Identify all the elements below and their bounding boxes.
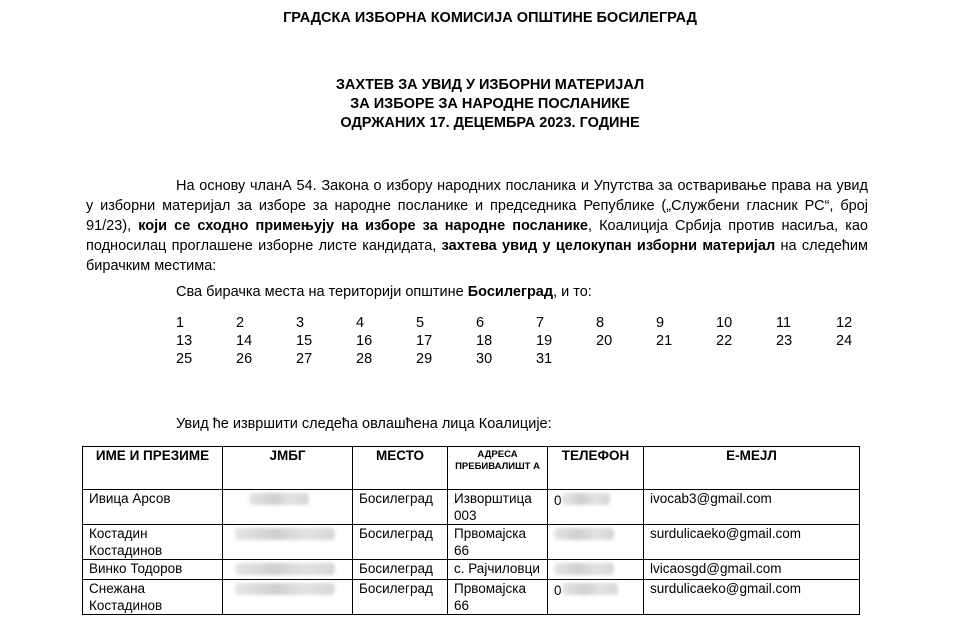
polling-station-number: 22 [716,333,733,349]
polling-station-number: 26 [236,351,253,367]
cell-name: Ивица Арсов [83,490,223,525]
redaction-blur [235,563,335,575]
polling-station-number: 13 [176,333,193,349]
cell-address: с. Рајчиловци [448,560,548,580]
polling-station-number: 15 [296,333,313,349]
polling-station-number: 28 [356,351,373,367]
paragraph-text-1: На основу чланА 54. Закона о избору народних посланика и Упутства за остваривање права на увид у изборни материјал за изборе за народне посланике и председника Републике („Службени гласник РС“, број 91/23), [86,178,868,234]
phone-visible-part: 0 [554,583,562,598]
polling-station-number: 11 [776,315,792,331]
cell-place: Босилеград [353,560,448,580]
polling-station-number: 25 [176,351,193,367]
header-place: МЕСТО [353,447,448,490]
title-line-3: ОДРЖАНИХ 17. ДЕЦЕМБРА 2023. ГОДИНЕ [340,115,640,131]
cell-place: Босилеград [353,525,448,560]
table-row [83,525,860,560]
polling-station-number: 23 [776,333,793,349]
polling-station-number: 24 [836,333,853,349]
cell-place: Босилеград [353,490,448,525]
header-name: ИМЕ И ПРЕЗИМЕ [83,447,223,490]
table-header-row [83,447,860,490]
request-paragraph [86,176,868,276]
all-places-prefix: Сва бирачка места на територији општине [176,284,468,300]
polling-station-number: 16 [356,333,373,349]
polling-station-number: 31 [536,351,553,367]
paragraph-text-2: , Коалиција Србија против насиља, као подносилац проглашене изборне листе кандидата, [86,218,868,254]
document-title [0,76,980,133]
cell-jmbg-redacted [223,580,353,615]
paragraph-bold-2: захтева увид у целокупан изборни материјал [441,238,776,254]
table-row [83,580,860,615]
redaction-blur [562,493,610,505]
polling-station-number: 4 [356,315,365,331]
polling-station-number: 6 [476,315,485,331]
polling-station-number: 8 [596,315,605,331]
header-email: Е-МЕЈЛ [644,447,860,490]
polling-station-number: 29 [416,351,433,367]
header-phone: ТЕЛЕФОН [548,447,644,490]
polling-station-number: 19 [536,333,553,349]
title-line-2: ЗА ИЗБОРЕ ЗА НАРОДНЕ ПОСЛАНИКЕ [350,96,630,112]
inspection-sentence: Увид ће извршити следећа овлашћена лица Коалиције: [176,416,552,432]
cell-address: Првомајска 66 [448,525,548,560]
cell-address: Изворштица 003 [448,490,548,525]
polling-station-number: 17 [416,333,433,349]
cell-phone-redacted [548,580,644,615]
redaction-blur [562,583,618,595]
redaction-blur [554,563,614,575]
paragraph-bold-1: који се сходно примењују на изборе за народне посланике [138,218,588,234]
polling-station-number: 30 [476,351,493,367]
cell-phone-redacted [548,490,644,525]
cell-jmbg-redacted [223,490,353,525]
cell-name: Винко Тодоров [83,560,223,580]
polling-station-number: 3 [296,315,305,331]
title-line-1: ЗАХТЕВ ЗА УВИД У ИЗБОРНИ МАТЕРИЈАЛ [335,77,645,93]
polling-station-number: 10 [716,315,733,331]
polling-station-number: 1 [176,315,185,331]
cell-email: surdulicaeko@gmail.com [644,580,860,615]
municipality-name: Босилеград [467,284,554,300]
cell-name: Снежана Костадинов [83,580,223,615]
cell-email: lvicaosgd@gmail.com [644,560,860,580]
cell-name: Костадин Костадинов [83,525,223,560]
polling-station-number: 7 [536,315,545,331]
polling-station-number: 21 [656,333,673,349]
cell-phone-redacted [548,560,644,580]
table-row [83,560,860,580]
redaction-blur [235,528,335,540]
table-row [83,490,860,525]
cell-jmbg-redacted [223,560,353,580]
polling-station-number: 12 [836,315,853,331]
polling-station-number: 14 [236,333,253,349]
polling-station-number: 2 [236,315,245,331]
redaction-blur [554,528,614,540]
polling-station-number: 27 [296,351,313,367]
polling-station-number: 9 [656,315,665,331]
polling-station-number: 20 [596,333,613,349]
authorized-persons-table [82,446,860,615]
all-polling-places-line [176,284,592,300]
paragraph-text-3: на следећим бирачким местима: [86,238,868,274]
cell-address: Првомајска 66 [448,580,548,615]
cell-email: ivocab3@gmail.com [644,490,860,525]
cell-email: surdulicaeko@gmail.com [644,525,860,560]
phone-visible-part: 0 [554,493,562,508]
polling-station-number: 18 [476,333,493,349]
redaction-blur [235,583,335,595]
cell-phone-redacted [548,525,644,560]
cell-place: Босилеград [353,580,448,615]
cell-jmbg-redacted [223,525,353,560]
header-jmbg: ЈМБГ [223,447,353,490]
commission-header: ГРАДСКА ИЗБОРНА КОМИСИЈА ОПШТИНЕ БОСИЛЕГРАД [283,10,697,26]
header-address: АДРЕСА ПРЕБИВАЛИШТ А [448,447,548,490]
polling-station-number: 5 [416,315,425,331]
all-places-suffix: , и то: [553,284,592,300]
redaction-blur [249,493,309,505]
